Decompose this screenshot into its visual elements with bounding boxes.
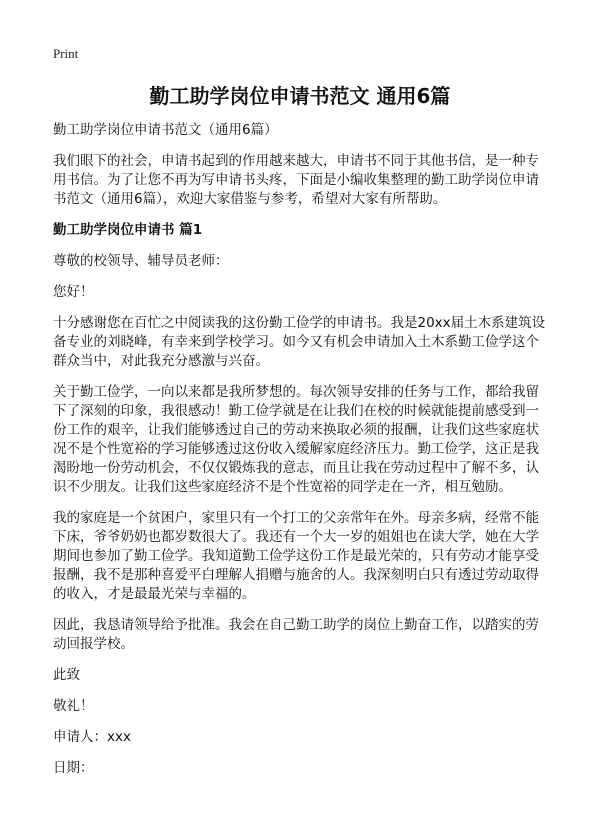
- line: 动回报学校。: [53, 636, 134, 652]
- line: 报酬，我不是那种喜爱平白理解人捐赠与施舍的人。我深刻明白只有透过劳动取得: [53, 567, 539, 583]
- section-heading: 勤工助学岗位申请书 篇1: [53, 222, 203, 238]
- line: 关于勤工俭学，一向以来都是我所梦想的。每次领导安排的任务与工作，都给我留: [53, 384, 539, 400]
- line: 我们眼下的社会，申请书起到的作用越来越大，申请书不同于其他书信，是一种专: [53, 153, 539, 169]
- body-paragraph: [53, 616, 553, 654]
- document-body: [53, 121, 553, 790]
- line: 下了深刻的印象，我很感动！勤工俭学就是在让我们在校的时候就能提前感受到一: [53, 403, 539, 419]
- body-paragraph: [53, 509, 553, 604]
- document-title: 勤工助学岗位申请书范文 通用6篇: [149, 84, 451, 108]
- salutation: 尊敬的校领导、辅导员老师：: [53, 253, 229, 269]
- closing: 此致: [53, 667, 80, 683]
- line: 况不是个性宽裕的学习能够透过这份收入缓解家庭经济压力。勤工俭学，这正是我: [53, 441, 539, 457]
- line: 书范文（通用6篇），欢迎大家借鉴与参考，希望对大家有所帮助。: [53, 191, 447, 207]
- applicant: 申请人：xxx: [53, 729, 131, 745]
- line: 因此，我恳请领导给予批准。我会在自己勤工助学的岗位上勤奋工作，以踏实的劳: [53, 617, 539, 633]
- body-paragraph: [53, 383, 553, 497]
- line: 十分感谢您在百忙之中阅读我的这份勤工俭学的申请书。我是20xx届土木系建筑设: [53, 315, 546, 331]
- print-link[interactable]: Print: [53, 46, 79, 61]
- body-paragraph: [53, 314, 553, 371]
- date: 日期：: [53, 760, 94, 776]
- subtitle: 勤工助学岗位申请书范文（通用6篇）: [53, 122, 278, 138]
- line: 份工作的艰辛，让我们能够透过自己的劳动来换取必须的报酬，让我们这些家庭状: [53, 422, 539, 438]
- line: 的收入，才是最最光荣与幸福的。: [53, 586, 256, 602]
- line: 渴盼地一份劳动机会，不仅仅锻炼我的意志，而且让我在劳动过程中了解不多，认: [53, 460, 539, 476]
- line: 期间也参加了勤工俭学。我知道勤工俭学这份工作是最光荣的，只有劳动才能享受: [53, 548, 539, 564]
- line: 群众当中，对此我充分感激与兴奋。: [53, 353, 269, 369]
- line: 下床，爷爷奶奶也都岁数很大了。我还有一个大一岁的姐姐也在读大学，她在大学: [53, 529, 539, 545]
- greeting: 您好！: [53, 284, 94, 300]
- intro-paragraph: [53, 152, 553, 209]
- line: 备专业的刘晓峰，有幸来到学校学习。如今又有机会申请加入土木系勤工俭学这个: [53, 334, 539, 350]
- line: 识不少朋友。让我们这些家庭经济不是个性宽裕的同学走在一齐，相互勉励。: [53, 479, 512, 495]
- line: 用书信。为了让您不再为写申请书头疼，下面是小编收集整理的勤工助学岗位申请: [53, 172, 539, 188]
- regards: 敬礼！: [53, 698, 94, 714]
- line: 我的家庭是一个贫困户，家里只有一个打工的父亲常年在外。母亲多病，经常不能: [53, 510, 539, 526]
